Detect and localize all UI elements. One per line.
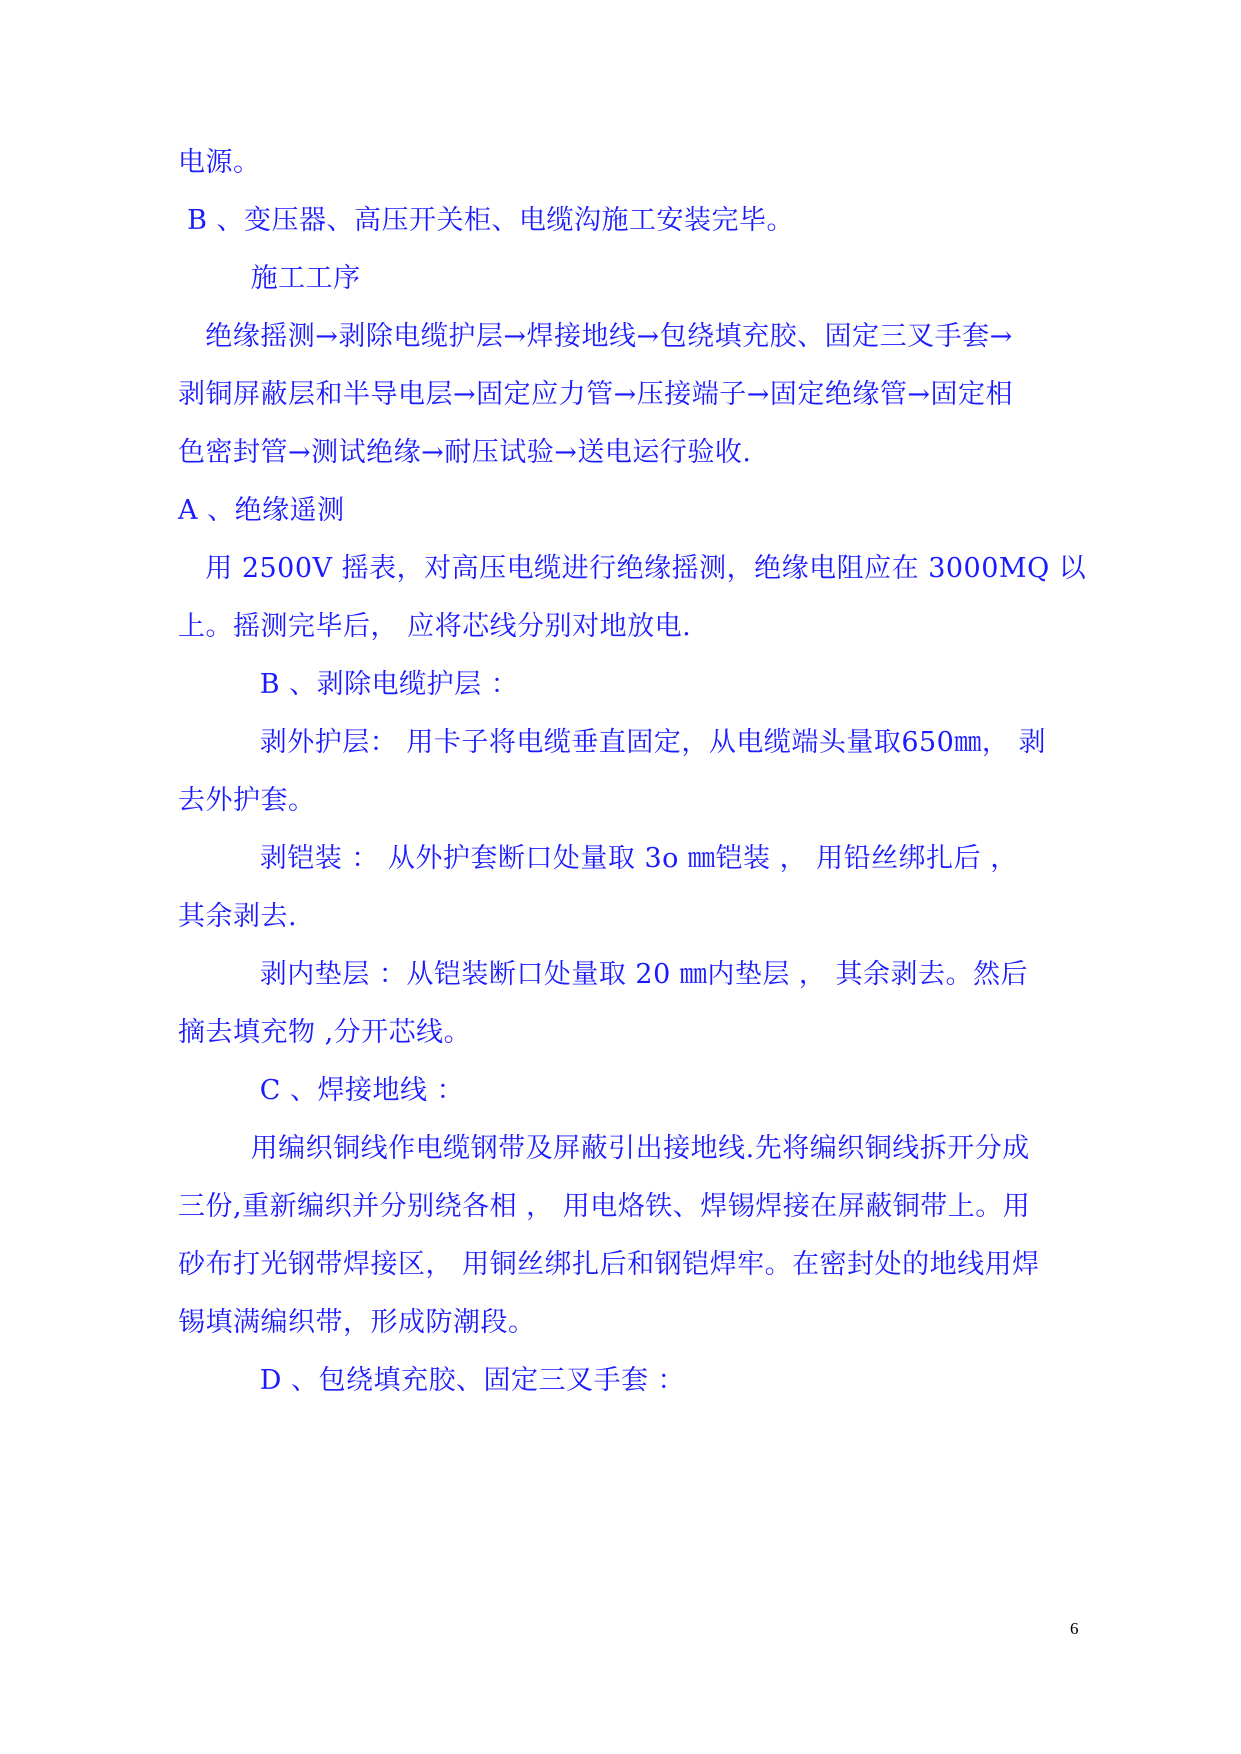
text-line: 用编织铜线作电缆钢带及屏蔽引出接地线.先将编织铜线拆开分成	[178, 1133, 1030, 1164]
text-line: B 、变压器、高压开关柜、电缆沟施工安装完毕。	[178, 205, 795, 236]
section-heading: 施工工序	[178, 263, 361, 294]
text-line: 三份,重新编织并分别绕各相 ， 用电烙铁、焊锡焊接在屏蔽铜带上。用	[178, 1191, 1031, 1222]
text-line: 剥外护层： 用卡子将电缆垂直固定，从电缆端头量取650㎜， 剥	[178, 727, 1046, 758]
text-line: 锡填满编织带，形成防潮段。	[178, 1307, 536, 1338]
text-line: 色密封管→测试绝缘→耐压试验→送电运行验收.	[178, 437, 752, 468]
section-heading: D 、包绕填充胶、固定三叉手套 ：	[178, 1365, 686, 1396]
section-heading: B 、剥除电缆护层 ：	[178, 669, 519, 700]
page-number: 6	[1070, 1619, 1079, 1638]
text-line: 上。摇测完毕后， 应将芯线分别对地放电.	[178, 611, 692, 642]
text-line: 砂布打光钢带焊接区， 用铜丝绑扎后和钢铠焊牢。在密封处的地线用焊	[178, 1249, 1040, 1280]
text-line: 用 2500V 摇表，对高压电缆进行绝缘摇测，绝缘电阻应在 3000MQ 以	[178, 553, 1087, 584]
text-line: 去外护套。	[178, 785, 316, 816]
text-line: 摘去填充物 ,分开芯线。	[178, 1017, 472, 1048]
text-line: 剥内垫层 ：从铠装断口处量取 20 ㎜内垫层 ， 其余剥去。然后	[178, 959, 1029, 990]
section-heading: A 、绝缘遥测	[178, 495, 345, 526]
text-line: 绝缘摇测→剥除电缆护层→焊接地线→包绕填充胶、固定三叉手套→	[178, 321, 1013, 352]
text-line: 其余剥去.	[178, 901, 298, 932]
text-line: 剥铠装 ： 从外护套断口处量取 3o ㎜铠装 ， 用铅丝绑扎后 ，	[178, 843, 1018, 874]
text-line: 剥铜屏蔽层和半导电层→固定应力管→压接端子→固定绝缘管→固定相	[178, 379, 1013, 410]
section-heading: C 、焊接地线 ：	[178, 1075, 465, 1106]
text-line: 电源。	[178, 147, 261, 178]
